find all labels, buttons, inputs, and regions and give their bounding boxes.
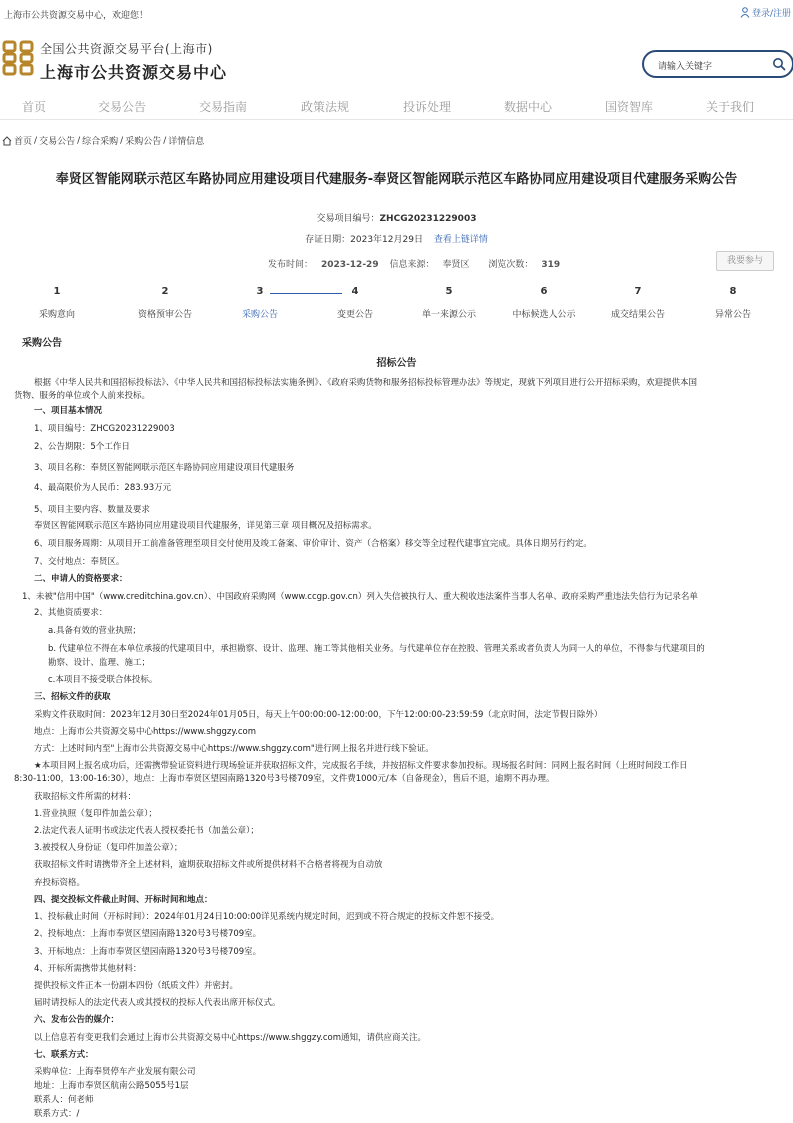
nav-about[interactable]: 关于我们 [706,100,755,114]
body-line: 3.被授权人身份证（复印件加盖公章）； [34,843,183,853]
body-line: 方式：上述时间内至"上海市公共资源交易中心https://www.shggzy.com"进行网上报名并进行线下验证。 [34,744,434,754]
body-line: 弃投标资格。 [34,878,86,888]
nav-complaint[interactable]: 投诉处理 [403,100,452,114]
document-heading: 招标公告 [376,358,417,369]
join-button[interactable]: 我要参与 [716,251,774,271]
breadcrumb-trade-notice[interactable]: 交易公告 [39,137,76,147]
section-heading: 六、发布公告的媒介： [34,1015,120,1025]
body-line: 获取招标文件时请携带齐全上述材料，逾期获取招标文件或所提供材料不合格者将视为自动放 [34,860,383,870]
body-line: 1、投标截止时间（开标时间）：2024年01月24日10:00:00详见系统内规定时间，迟到或不符合规定的投标文件恕不接受。 [34,912,500,922]
body-line: 1.营业执照（复印件加盖公章）； [34,809,157,819]
brand-subtitle: 全国公共资源交易平台(上海市) [40,42,213,56]
breadcrumb-comprehensive[interactable]: 综合采购 [82,137,119,147]
body-line: 4、最高限价为人民币：283.93万元 [34,483,172,493]
site-logo[interactable] [2,40,34,76]
body-line: 3、开标地点：上海市奉贤区望园南路1320号3号楼709室。 [34,947,262,957]
body-line: 3、项目名称：奉贤区智能网联示范区车路协同应用建设项目代建服务 [34,463,295,473]
page-title: 奉贤区智能网联示范区车路协同应用建设项目代建服务-奉贤区智能网联示范区车路协同应用建设项目代建服务采购公告 [55,172,738,187]
section-heading: 三、招标文件的获取 [34,692,111,702]
login-link[interactable] [740,6,791,19]
breadcrumb-procurement[interactable]: 采购公告 [125,137,162,147]
body-line: 2.法定代表人证明书或法定代表人授权委托书（加盖公章）； [34,826,259,836]
body-line: 根据《中华人民共和国招标投标法》、《中华人民共和国招标投标法实施条例》、《政府采购货物和服务招标投标管理办法》等规定，现就下列项目进行公开招标采购，欢迎提供本国 [34,378,698,388]
project-number: 交易项目编号：ZHCG20231229003 [316,214,477,224]
login-label[interactable]: 登录/注册 [751,9,791,19]
process-steps [0,286,793,326]
welcome-text: 上海市公共资源交易中心，欢迎您！ [4,11,149,21]
body-line: 2、其他资质要求： [34,608,108,618]
body-line: 以上信息若有变更我们会通过上海市公共资源交易中心https://www.shggzy.com通知，请供应商关注。 [34,1033,426,1043]
body-line: 2、投标地点：上海市奉贤区望园南路1320号3号楼709室。 [34,929,262,939]
chain-detail-link[interactable]: 查看上链详情 [433,235,488,245]
nav-policy[interactable]: 政策法规 [301,100,350,114]
step-4[interactable]: 4 变更公告 [336,286,373,320]
body-line: 1、项目编号：ZHCG20231229003 [34,424,175,434]
body-line: 5、项目主要内容、数量及要求 [34,505,150,515]
body-line: c.本项目不接受联合体投标。 [48,675,158,685]
body-line: 采购文件获取时间：2023年12月30日至2024年01月05日，每天上午00:00:00-12:00:00，下午12:00:00-23:59:59（北京时间，法定节假日除外） [34,710,603,720]
archive-info: 存证日期：2023年12月29日 查看上链详情 [305,235,488,245]
search-icon[interactable] [772,57,786,71]
section-heading: 四、提交投标文件截止时间、开标时间和地点： [34,895,213,905]
body-line: 联系人：何老师 [34,1095,94,1105]
body-line: ★本项目网上报名成功后，还需携带验证资料进行现场验证并获取招标文件，完成报名手续，并按招标文件要求参加投标。现场报名时间：同网上报名时间（上班时间段工作日 [34,761,688,771]
section-label: 采购公告 [22,338,62,349]
step-7[interactable]: 7 成交结果公告 [610,286,665,320]
body-line: 地址：上海市奉贤区航南公路5055号1层 [34,1081,189,1091]
body-line: 货物、服务的单位或个人前来投标。 [14,391,151,401]
step-3[interactable]: 3 采购公告 [241,286,278,320]
brand [40,40,227,83]
body-line: 提供投标文件正本一份副本四份（纸质文件）并密封。 [34,981,239,991]
search-box[interactable] [642,50,793,78]
main-nav [0,92,793,120]
nav-think-tank[interactable]: 国资智库 [605,100,654,114]
user-icon [740,7,750,18]
breadcrumb-detail: 详情信息 [168,137,205,147]
step-1[interactable]: 1 采购意向 [38,286,75,320]
site-header [0,38,793,84]
body-line: 6、项目服务周期：从项目开工前准备管理至项目交付使用及竣工备案、审价审计、资产（合格案）移交等全过程代建事宜完成。具体日期另行约定。 [34,539,592,549]
body-line: 届时请投标人的法定代表人或其授权的投标人代表出席开标仪式。 [34,998,281,1008]
publish-date: 2023-12-29 [321,260,379,270]
body-line: 2、公告期限：5个工作日 [34,442,130,452]
section-heading: 二、申请人的资格要求： [34,574,128,584]
view-count: 319 [541,260,561,270]
step-5[interactable]: 5 单一来源公示 [421,286,476,320]
top-bar [0,0,793,26]
body-line: b. 代建单位不得在本单位承接的代建项目中，承担勘察、设计、监理、施工等其他相关业务。与代建单位存在控股、管理关系或者负责人为同一人的单位，不得参与代建项目的 [48,644,705,654]
body-line: 奉贤区智能网联示范区车路协同应用建设项目代建服务，详见第三章 项目概况及招标需求。 [34,521,377,531]
step-2[interactable]: 2 资格预审公告 [137,286,192,320]
step-8[interactable]: 8 异常公告 [714,286,751,320]
nav-trade-guide[interactable]: 交易指南 [199,100,248,114]
body-line: 联系方式：/ [34,1109,80,1119]
body-line: 4、开标所需携带其他材料： [34,964,142,974]
body-line: 获取招标文件所需的材料： [34,792,137,802]
body-line: 勘察、设计、监理、施工； [48,658,151,668]
breadcrumb-home[interactable]: 首页 [14,137,33,147]
breadcrumb: 首页 / 交易公告 / 综合采购 / 采购公告 / 详情信息 [2,134,204,147]
source: 奉贤区 [442,260,470,270]
step-6[interactable]: 6 中标候选人公示 [512,286,576,320]
body-line: 7、交付地点：奉贤区。 [34,557,125,567]
search-input[interactable]: 请输入关键字 [658,62,713,72]
body-line: a.具备有效的营业执照； [48,626,141,636]
body-line: 采购单位：上海奉贤停车产业发展有限公司 [34,1067,196,1077]
nav-home[interactable]: 首页 [22,100,47,114]
body-line: 地点：上海市公共资源交易中心https://www.shggzy.com [34,727,256,737]
section-heading: 七、联系方式： [34,1050,94,1060]
body-line: 1、未被"信用中国"（www.creditchina.gov.cn）、中国政府采购网（www.ccgp.gov.cn）列入失信被执行人、重大税收违法案件当事人名单、政府采购严重违法失信行为记录名单 [22,592,698,602]
nav-data-center[interactable]: 数据中心 [504,100,553,114]
brand-title: 上海市公共资源交易中心 [40,63,228,82]
body-line: 8:30-11:00，13:00-16:30），地点：上海市奉贤区望园南路1320号3号楼709室，文件费1000元/本（自备现金），售后不退，逾期不再办理。 [14,774,555,784]
home-icon [2,136,12,146]
section-heading: 一、项目基本情况 [34,406,103,416]
nav-trade-notice[interactable]: 交易公告 [98,100,147,114]
publish-info: 发布时间： 2023-12-29 信息来源： 奉贤区 浏览次数： 319 [268,260,561,270]
